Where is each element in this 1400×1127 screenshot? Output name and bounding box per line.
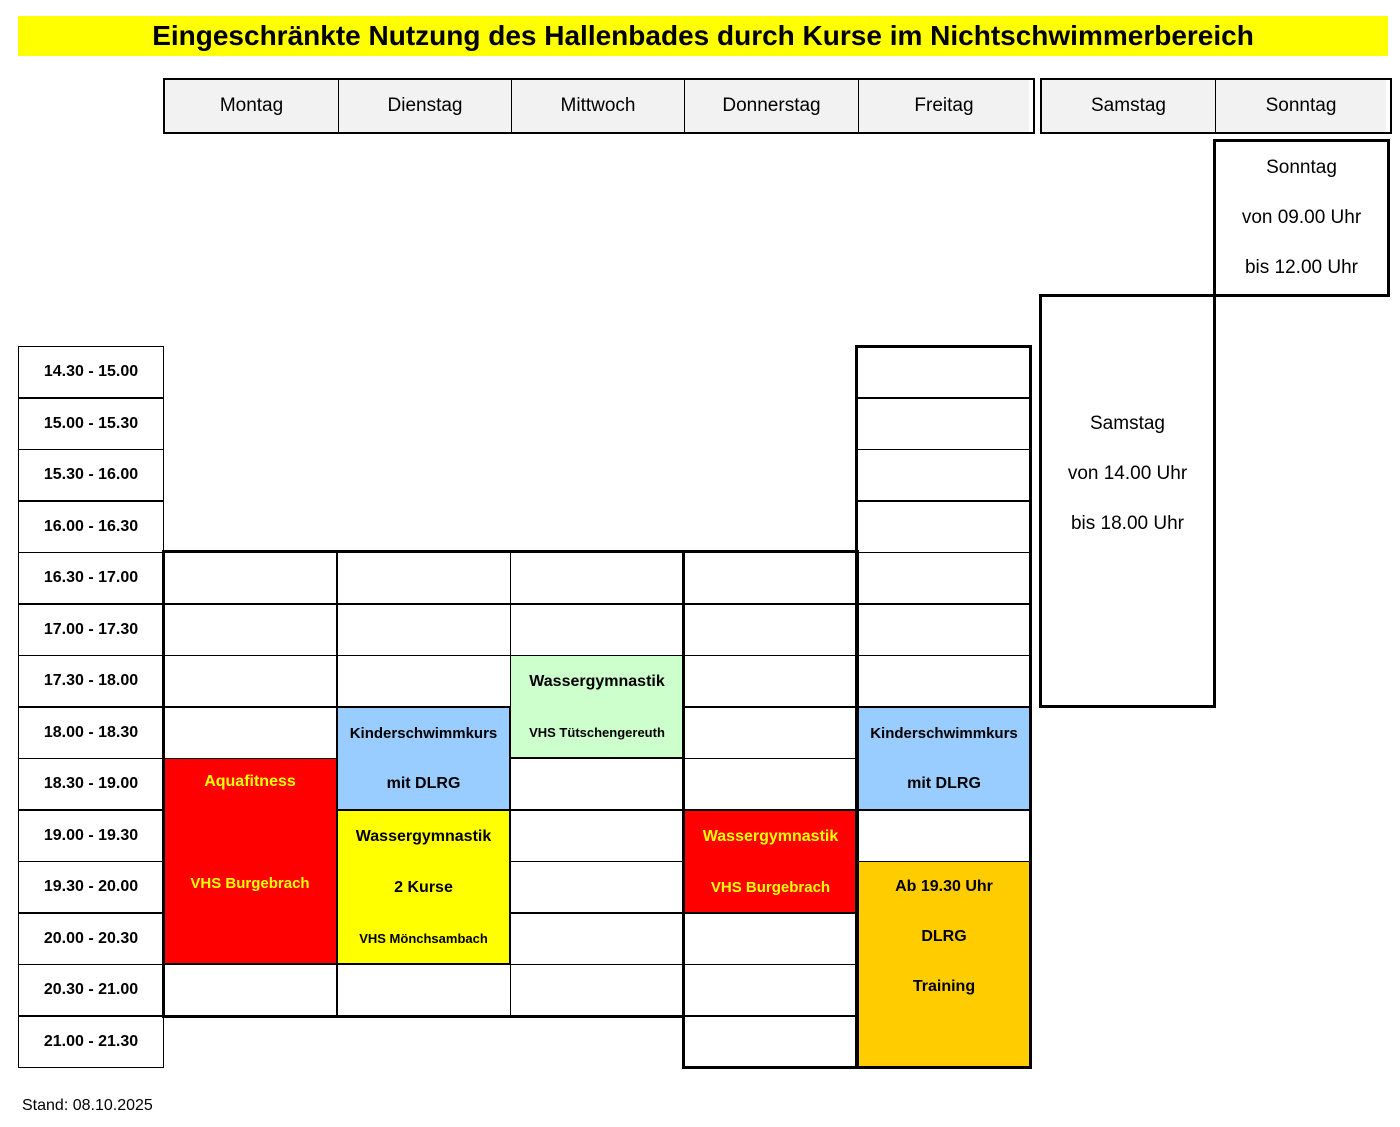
empty-slot <box>857 655 1031 707</box>
course-provider: DLRG <box>921 928 967 945</box>
empty-slot <box>684 1016 858 1068</box>
day-header-dienstag: Dienstag <box>339 80 512 132</box>
empty-slot <box>337 964 511 1016</box>
samstag-from: von 14.00 Uhr <box>1067 463 1188 484</box>
empty-slot <box>857 810 1031 862</box>
time-slot-label: 16.00 - 16.30 <box>18 501 164 553</box>
course-provider: VHS Burgebrach <box>190 875 310 892</box>
time-slot-label: 19.00 - 19.30 <box>18 810 164 862</box>
empty-slot <box>684 707 858 759</box>
time-slot-label: 17.00 - 17.30 <box>18 604 164 656</box>
course-kinderschwimmkurs-freitag <box>857 707 1031 810</box>
course-title: Aquafitness <box>204 773 296 790</box>
weekend-header <box>1040 78 1392 134</box>
footer-stand: Stand: 08.10.2025 <box>22 1097 153 1114</box>
time-slot-label: 18.00 - 18.30 <box>18 707 164 759</box>
sonntag-until: bis 12.00 Uhr <box>1244 257 1358 278</box>
course-kinderschwimmkurs-dienstag <box>337 707 510 810</box>
time-slot-label: 16.30 - 17.00 <box>18 552 164 604</box>
time-slot-label: 20.30 - 21.00 <box>18 964 164 1016</box>
empty-slot <box>857 449 1031 501</box>
time-slot-label: 14.30 - 15.00 <box>18 346 164 398</box>
sonntag-label: Sonntag <box>1266 157 1337 178</box>
empty-slot <box>684 964 858 1016</box>
empty-slot <box>337 552 511 604</box>
course-dlrg-training-freitag <box>857 861 1031 1067</box>
course-provider: VHS Tütschengereuth <box>529 725 665 740</box>
empty-slot <box>510 552 684 604</box>
day-header-sonntag: Sonntag <box>1216 80 1386 132</box>
empty-slot <box>857 604 1031 656</box>
empty-slot <box>857 398 1031 450</box>
empty-slot <box>510 913 684 965</box>
day-header-donnerstag: Donnerstag <box>685 80 859 132</box>
course-provider: VHS Mönchsambach <box>359 931 488 947</box>
empty-slot <box>510 604 684 656</box>
day-header-freitag: Freitag <box>859 80 1029 132</box>
empty-slot <box>857 501 1031 553</box>
sonntag-opening-box <box>1213 139 1390 297</box>
empty-slot <box>510 964 684 1016</box>
course-provider: VHS Burgebrach <box>710 878 831 896</box>
day-header-samstag: Samstag <box>1042 80 1216 132</box>
time-slot-label: 20.00 - 20.30 <box>18 913 164 965</box>
empty-slot <box>163 552 337 604</box>
samstag-until: bis 18.00 Uhr <box>1070 513 1184 534</box>
time-slot-label: 21.00 - 21.30 <box>18 1016 164 1068</box>
course-wassergymnastik-donnerstag <box>684 810 857 913</box>
empty-slot <box>510 758 684 810</box>
empty-slot <box>684 758 858 810</box>
course-title: Kinderschwimmkurs <box>349 724 498 742</box>
course-aquafitness-montag <box>163 758 337 964</box>
empty-slot <box>163 655 337 707</box>
empty-slot <box>163 964 337 1016</box>
empty-slot <box>510 810 684 862</box>
empty-slot <box>510 861 684 913</box>
course-title: Wassergymnastik <box>702 827 839 845</box>
time-slot-label: 19.30 - 20.00 <box>18 861 164 913</box>
time-slot-label: 15.30 - 16.00 <box>18 449 164 501</box>
empty-slot <box>684 655 858 707</box>
empty-slot <box>684 604 858 656</box>
samstag-label: Samstag <box>1090 413 1165 434</box>
time-slot-label: 17.30 - 18.00 <box>18 655 164 707</box>
course-provider: mit DLRG <box>386 774 461 792</box>
empty-slot <box>684 913 858 965</box>
empty-slot <box>684 552 858 604</box>
samstag-opening-box <box>1039 294 1216 708</box>
course-title: Kinderschwimmkurs <box>870 724 1018 742</box>
course-start: Ab 19.30 Uhr <box>895 878 993 895</box>
course-wassergymnastik-mittwoch <box>510 655 684 758</box>
course-title: Wassergymnastik <box>355 827 492 845</box>
empty-slot <box>337 655 511 707</box>
weekday-header <box>163 78 1035 134</box>
empty-slot <box>337 604 511 656</box>
page-title: Eingeschränkte Nutzung des Hallenbades durch Kurse im Nichtschwimmerbereich <box>18 16 1388 56</box>
empty-slot <box>163 707 337 759</box>
sonntag-from: von 09.00 Uhr <box>1241 207 1362 228</box>
time-slot-label: 15.00 - 15.30 <box>18 398 164 450</box>
course-wassergymnastik-dienstag <box>337 810 510 964</box>
course-title: Training <box>912 978 976 995</box>
day-header-montag: Montag <box>165 80 339 132</box>
course-title: Wassergymnastik <box>529 673 665 690</box>
course-provider: mit DLRG <box>907 774 981 792</box>
empty-slot <box>857 552 1031 604</box>
empty-slot <box>857 346 1031 398</box>
empty-slot <box>163 604 337 656</box>
time-slot-label: 18.30 - 19.00 <box>18 758 164 810</box>
course-count: 2 Kurse <box>394 879 453 897</box>
day-header-mittwoch: Mittwoch <box>512 80 685 132</box>
